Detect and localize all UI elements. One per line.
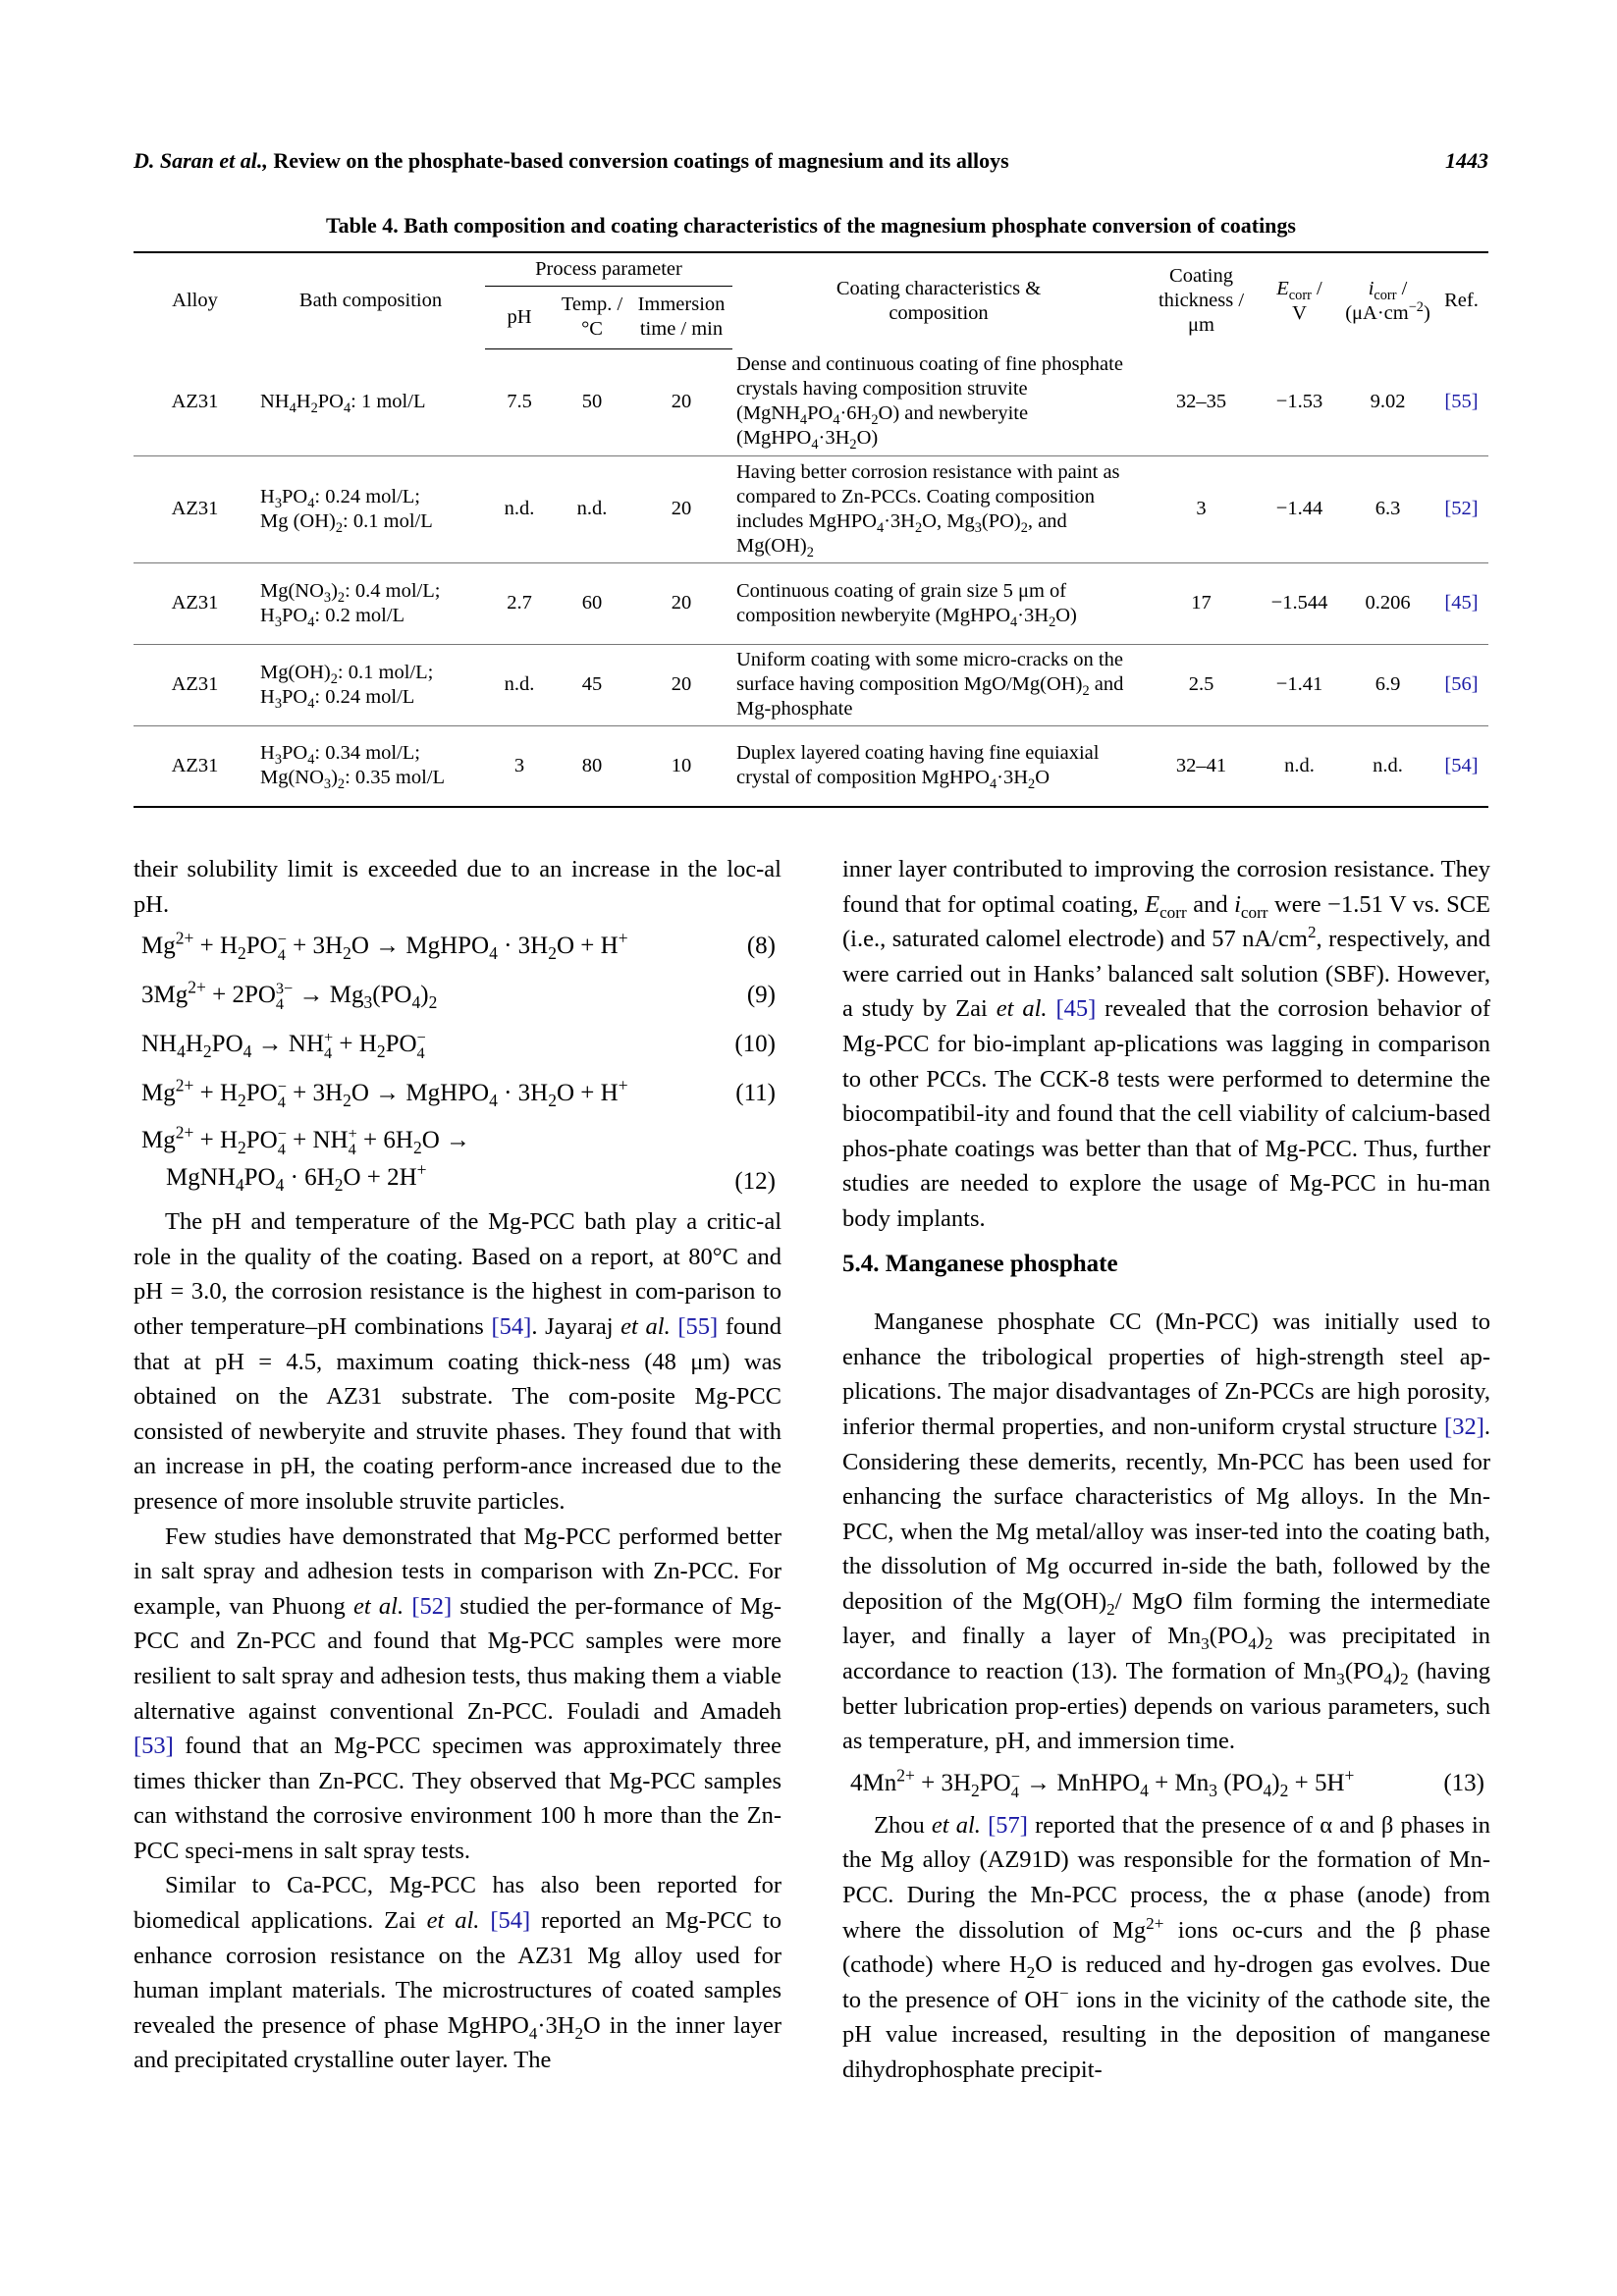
running-header <box>134 148 1488 180</box>
header-icorr: $i_{corr}$ / $(\mu A\cdot cm^{-2})$ <box>1341 252 1434 348</box>
paragraph: Manganese phosphate CC (Mn-PCC) was initially used to enhance the tribological properties of high-strength steel ap-plications. The major disadvantages of Zn-PCCs are high porosity, inferior thermal properties, and non-uniform crystal structure [32]. Considering these demerits, recently, Mn-PCC has been used for enhancing the surface characteristics of Mg alloys. In the Mn-PCC, when the Mg metal/alloy was inser-ted into the coating bath, the dissolution of Mg occurred in-side the bath, followed by the deposition of the $Mg(OH)_2/$ MgO film forming the intermediate layer, and finally a layer of $Mn_3(PO_4)_2$ was precipitated in accordance to reaction (13). The formation of $Mn_3(PO_4)_2$ (having better lubrication prop-erties) depends on various parameters, such as temperature, pH, and immersion time. <box>842 1308 1491 1755</box>
paragraph: Zhou et al. [57] reported that the presence of α and β phases in the Mg alloy (AZ91D) was responsible for the formation of Mn-PCC. During the Mn-PCC process, the α phase (anode) from where the dissolution of $Mg^{2+}$ ions oc-curs and the β phase (cathode) where $H_2O$ is reduced and hy-drogen gas evolves. Due to the presence of OH− ions in the vicinity of the cathode site, the pH value increased, resulting in the deposition of manganese dihydrophosphate precipit- <box>842 1811 1490 2083</box>
equation-11: $Mg^{2+} + H_2PO$ − 4 + $3H_2O$ → MgHPO$_4$ · $3H_2O + H^+$ (11) <box>141 1075 776 1112</box>
cell-time: 20 <box>630 644 732 725</box>
cell-ecorr: −1.53 <box>1258 348 1341 455</box>
cell-thickness: 17 <box>1145 562 1258 644</box>
cell-time: 20 <box>630 562 732 644</box>
cell-icorr: 0.206 <box>1341 562 1434 644</box>
cell-temp: 60 <box>554 562 630 644</box>
cell-thickness: 32–41 <box>1145 725 1258 807</box>
cell-thickness: 3 <box>1145 455 1258 562</box>
header-bath: Bath composition <box>256 252 485 348</box>
cell-alloy: AZ31 <box>134 348 256 455</box>
page-number: 1443 <box>1445 148 1488 173</box>
header-thickness: Coating thickness / μm <box>1145 252 1258 348</box>
section-title: 5.4. Manganese phosphate <box>842 1250 1118 1277</box>
cell-ecorr: −1.44 <box>1258 455 1341 562</box>
cell-bath: $H_3PO_4$: 0.34 mol/L; $Mg(NO_3)_2$: 0.35 mol/L <box>256 725 485 807</box>
cell-temp: 80 <box>554 725 630 807</box>
paragraph: inner layer contributed to improving the corrosion resistance. They found that for optimal coating, $E_{corr}$ and $i_{corr}$ were −1.51 V vs. SCE (i.e., saturated calomel electrode) and 57 $nA/cm^2$, respectively, and were carried out in Hanks’ balanced salt solution (SBF). However, a study by Zai et al. [45] revealed that the corrosion behavior of Mg-PCC for bio-implant ap-plications was lagging in comparison to other PCCs. The CCK-8 tests were performed to determine the biocompatibil-ity and found that the cell viability of calcium-based phos-phate coatings was better than that of Mg-PCC. Thus, further studies are needed to explore the usage of Mg-PCC in hu-man body implants. <box>842 856 1491 1232</box>
cell-bath: $Mg(OH)_2$: 0.1 mol/L; $H_3PO_4$: 0.24 mol/L <box>256 644 485 725</box>
equation-13: $4Mn^{2+} + 3H_2PO$ − 4 → MnHPO$_4$ + $Mn_3$ $(PO_4)_2 + 5H^+$ (13) <box>850 1765 1484 1802</box>
header-ph: pH <box>485 286 554 348</box>
cell-icorr: n.d. <box>1341 725 1434 807</box>
cell-temp: 45 <box>554 644 630 725</box>
table-row <box>134 455 1488 562</box>
cell-ph: 3 <box>485 725 554 807</box>
equation-8: $Mg^{2+} + H_2PO$ − 4 + $3H_2O$ → MgHPO$_4$ · $3H_2O + H^+$ (8) <box>141 928 776 965</box>
paragraph: Similar to Ca-PCC, Mg-PCC has also been reported for biomedical applications. Zai et al. [54] reported an Mg-PCC to enhance corrosion resistance on the AZ31 Mg alloy used for human implant materials. The microstructures of coated samples revealed the presence of phase $MgHPO_4\cdot 3H_2O$ in the inner layer and precipitated crystalline outer layer. The <box>134 1872 782 2074</box>
equation-9: $3Mg^{2+} + 2PO$ 3− 4 → $Mg_3(PO_4)_2$ (9) <box>141 977 776 1014</box>
cell-thickness: 32–35 <box>1145 348 1258 455</box>
header-alloy: Alloy <box>134 252 256 348</box>
cell-temp: 50 <box>554 348 630 455</box>
cell-thickness: 2.5 <box>1145 644 1258 725</box>
coating-table <box>134 251 1488 808</box>
cell-ph: n.d. <box>485 644 554 725</box>
cell-bath: $NH_4H_2PO_4$: 1 mol/L <box>256 348 485 455</box>
header-characteristics: Coating characteristics & composition <box>732 252 1145 348</box>
cell-icorr: 6.9 <box>1341 644 1434 725</box>
cell-ecorr: −1.544 <box>1258 562 1341 644</box>
cell-ref-link[interactable]: [52] <box>1434 455 1488 562</box>
cell-characteristics: Having better corrosion resistance with paint as compared to Zn-PCCs. Coating composition includes $MgHPO_4\cdot 3H_2O$, $Mg_3(PO)_2$, and $Mg(OH)_2$ <box>732 455 1145 562</box>
table-row <box>134 562 1488 644</box>
header-ref: Ref. <box>1434 252 1488 348</box>
cell-characteristics: Dense and continuous coating of fine phosphate crystals having composition struvite $(MgNH_4PO_4\cdot 6H_2O)$ and newberyite $(MgHPO_4\cdot 3H_2O)$ <box>732 348 1145 455</box>
header-immersion: Immersion time / min <box>630 286 732 348</box>
cell-ref-link[interactable]: [55] <box>1434 348 1488 455</box>
left-column <box>134 852 782 2078</box>
table-row <box>134 725 1488 807</box>
cell-alloy: AZ31 <box>134 562 256 644</box>
paragraph: Few studies have demonstrated that Mg-PCC performed better in salt spray and adhesion tests in comparison with Zn-PCC. For example, van Phuong et al. [52] studied the per-formance of Mg-PCC and Zn-PCC and found that Mg-PCC samples were more resilient to salt spray and adhesion tests, thus making them a viable alternative against conventional Zn-PCC. Fouladi and Amadeh [53] found that an Mg-PCC specimen was approximately three times thicker than Zn-PCC. They observed that Mg-PCC samples can withstand the corrosive environment 100 h more than the Zn-PCC speci-mens in salt spray tests. <box>134 1522 782 1864</box>
cell-time: 20 <box>630 348 732 455</box>
paragraph: The pH and temperature of the Mg-PCC bath play a critic-al role in the quality of the coating. Based on a report, at 80°C and pH = 3.0, the corrosion resistance is the highest in com-parison to other temperature–pH combinations [54]. Jayaraj et al. [55] found that at pH = 4.5, maximum coating thick-ness (48 μm) was obtained on the AZ31 substrate. The com-posite Mg-PCC consisted of newberyite and struvite phases. They found that with an increase in pH, the coating perform-ance increased due to the presence of more insoluble struvite particles. <box>134 1208 782 1515</box>
cell-icorr: 9.02 <box>1341 348 1434 455</box>
paragraph: their solubility limit is exceeded due to an increase in the loc-al pH. <box>134 856 782 918</box>
cell-ph: n.d. <box>485 455 554 562</box>
right-column <box>842 852 1490 2088</box>
header-ecorr: $E_{corr}$ / V <box>1258 252 1341 348</box>
cell-time: 20 <box>630 455 732 562</box>
cell-bath: $Mg(NO_3)_2$: 0.4 mol/L; $H_3PO_4$: 0.2 mol/L <box>256 562 485 644</box>
cell-temp: n.d. <box>554 455 630 562</box>
cell-alloy: AZ31 <box>134 644 256 725</box>
table-row <box>134 348 1488 455</box>
cell-ref-link[interactable]: [54] <box>1434 725 1488 807</box>
cell-bath: $H_3PO_4$: 0.24 mol/L; Mg $(OH)_2$: 0.1 mol/L <box>256 455 485 562</box>
cell-ph: 2.7 <box>485 562 554 644</box>
cell-alloy: AZ31 <box>134 455 256 562</box>
cell-ref-link[interactable]: [56] <box>1434 644 1488 725</box>
cell-characteristics: Uniform coating with some micro-cracks on the surface having composition MgO/$Mg(OH)_2$ and Mg-phosphate <box>732 644 1145 725</box>
equation-12: $Mg^{2+} + H_2PO$ − 4 + NH + 4 + $6H_2O$ → $MgNH_4PO_4 \cdot 6H_2O + 2H^+$ (12) <box>141 1122 776 1196</box>
cell-time: 10 <box>630 725 732 807</box>
table-caption: Table 4. Bath composition and coating characteristics of the magnesium phosphate conversion of coatings <box>326 213 1296 238</box>
header-temp: Temp. / °C <box>554 286 630 348</box>
cell-characteristics: Continuous coating of grain size 5 μm of composition newberyite $(MgHPO_4\cdot 3H_2O)$ <box>732 562 1145 644</box>
equation-10: $NH_4H_2PO_4$ → NH + 4 + $H_2PO$ − 4 (10) <box>141 1029 776 1063</box>
cell-ecorr: −1.41 <box>1258 644 1341 725</box>
cell-ecorr: n.d. <box>1258 725 1341 807</box>
cell-ph: 7.5 <box>485 348 554 455</box>
cell-characteristics: Duplex layered coating having fine equiaxial crystal of composition $MgHPO_4\cdot 3H_2O$ <box>732 725 1145 807</box>
table-row <box>134 644 1488 725</box>
header-process: Process parameter <box>485 252 732 286</box>
cell-ref-link[interactable]: [45] <box>1434 562 1488 644</box>
cell-alloy: AZ31 <box>134 725 256 807</box>
header-title: D. Saran et al., Review on the phosphate-based conversion coatings of magnesium and its alloys <box>134 148 1009 173</box>
cell-icorr: 6.3 <box>1341 455 1434 562</box>
